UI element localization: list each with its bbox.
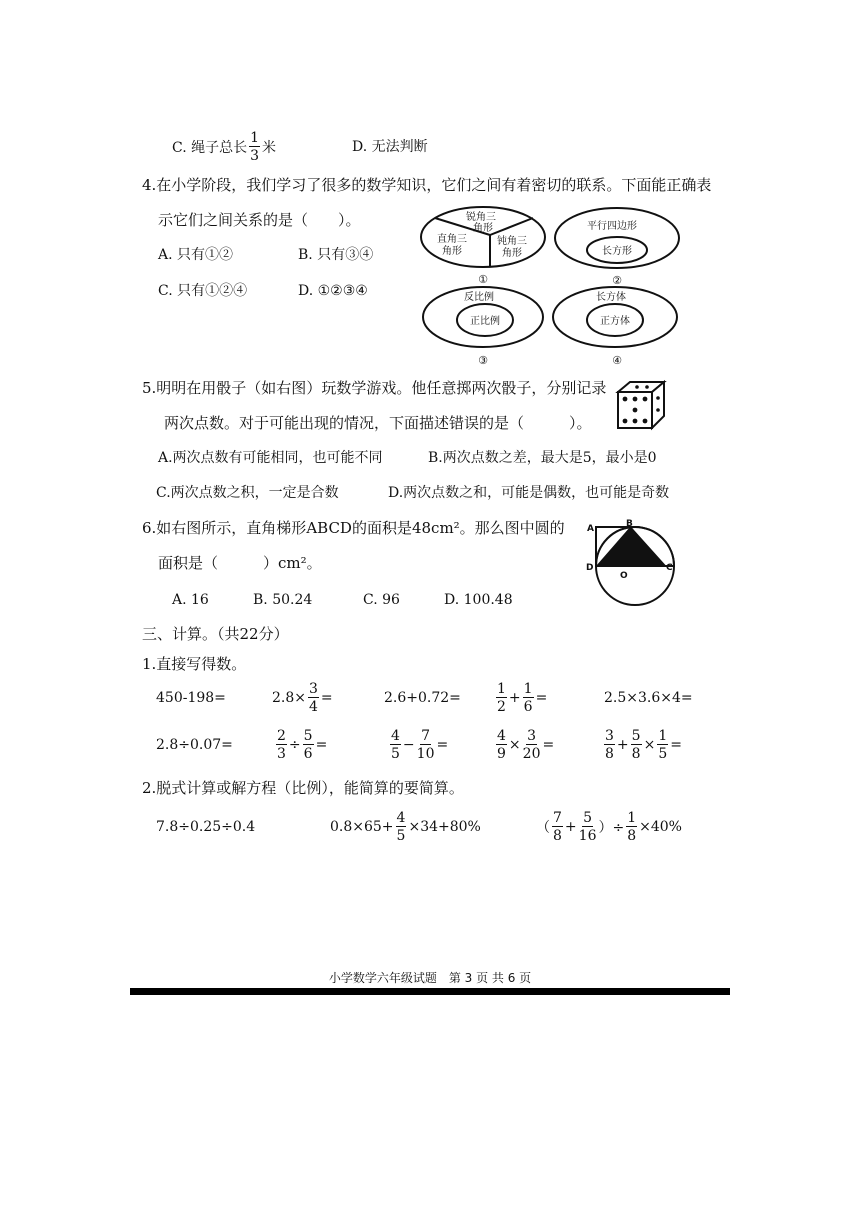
fraction: $\frac{3}{4}$ [309,681,318,715]
fraction: $\frac{1}{8}$ [627,810,637,844]
fraction: $\frac{1}{2}$ [497,681,506,715]
q4-option-d: D. ①②③④ [298,283,368,299]
calc-r1c1: 450-198= [156,690,226,706]
svg-text:④: ④ [612,354,622,367]
fraction: $\frac{2}{3}$ [277,728,286,762]
q3-option-c [172,131,276,163]
calc-r1c2: 2.8× $\frac{3}{4}$ = [272,681,333,715]
q5-stem-line1: 5.明明在用骰子（如右图）玩数学游戏。他任意掷两次骰子，分别记录 [142,379,607,397]
svg-text:②: ② [612,274,622,287]
q4-option-c: C. 只有①②④ [158,283,248,299]
fraction: $\frac{1}{3}$ [250,130,260,164]
q4-stem-line1: 4.在小学阶段，我们学习了很多的数学知识，它们之间有着密切的联系。下面能正确表 [142,176,712,194]
calc-r1c4: $\frac{1}{2}$ + $\frac{1}{6}$ = [497,681,548,715]
svg-text:直角三: 直角三 [437,234,467,245]
svg-text:O: O [620,571,628,581]
q5-option-c: C.两次点数之积，一定是合数 [156,485,339,501]
svg-text:角形: 角形 [473,223,493,234]
svg-text:D: D [586,563,594,573]
fraction: $\frac{5}{6}$ [303,728,313,762]
fraction: $\frac{4}{5}$ [391,728,400,762]
fraction: $\frac{4}{5}$ [396,810,406,844]
svg-text:角形: 角形 [442,246,462,257]
q6-option-c: C. 96 [363,592,400,608]
svg-text:正比例: 正比例 [470,316,500,327]
step-expr-2: 0.8×65+ $\frac{4}{5}$ ×34+80% [330,810,481,844]
svg-text:③: ③ [478,354,488,367]
calc-r2c3: $\frac{4}{5}$ − $\frac{7}{10}$ = [391,728,449,762]
q5-option-d: D.两次点数之和，可能是偶数，也可能是奇数 [388,485,670,501]
q6-option-a: A. 16 [172,592,209,608]
svg-text:角形: 角形 [502,248,522,259]
step-expr-3: （ $\frac{7}{8}$ + $\frac{5}{16}$ ）÷ $\frac{1}{8}$ ×40% [536,810,682,844]
q4-option-a: A. 只有①② [158,247,234,263]
fraction: $\frac{5}{8}$ [631,728,641,762]
q6-option-d: D. 100.48 [444,592,513,608]
q6-stem-line1: 6.如右图所示，直角梯形ABCD的面积是48cm²。那么图中圆的 [142,519,565,537]
q3-option-c-unit: 米 [262,140,277,156]
svg-text:平行四边形: 平行四边形 [587,221,637,232]
step-expr-1: 7.8÷0.25÷0.4 [156,819,256,835]
q4-relation-diagrams [415,200,685,370]
svg-text:钝角三: 钝角三 [497,236,527,247]
q5-option-a: A.两次点数有可能相同，也可能不同 [158,450,383,466]
svg-text:正方体: 正方体 [600,316,630,327]
svg-text:B: B [626,519,633,529]
section3-sub2: 2.脱式计算或解方程（比例），能简算的要简算。 [142,779,464,797]
q3-option-d: D. 无法判断 [352,139,428,155]
q3-option-c-text: C. 绳子总长 [172,140,248,156]
calc-r2c1: 2.8÷0.07= [156,737,233,753]
fraction: $\frac{1}{6}$ [523,681,533,715]
q6-option-b: B. 50.24 [253,592,313,608]
calc-r1c3: 2.6+0.72= [384,690,461,706]
footer-rule [130,988,730,995]
diagram-parallelogram [555,208,679,268]
calc-r2c2: $\frac{2}{3}$ ÷ $\frac{5}{6}$ = [277,728,328,762]
svg-text:A: A [587,524,594,534]
fraction: $\frac{7}{8}$ [553,810,562,844]
q6-stem-line2: 面积是（ ）cm²。 [158,554,322,572]
calc-r2c4: $\frac{4}{9}$ × $\frac{3}{20}$ = [497,728,555,762]
svg-text:长方形: 长方形 [602,246,632,257]
dice-icon [612,378,668,432]
page-footer: 小学数学六年级试题 第 3 页 共 6 页 [328,971,532,985]
fraction: $\frac{7}{10}$ [416,728,435,762]
fraction: $\frac{3}{20}$ [522,728,541,762]
calc-r1c5: 2.5×3.6×4= [604,690,693,706]
q4-stem-line2: 示它们之间关系的是（ ）。 [158,211,361,229]
trapezoid-circle-figure [584,518,684,606]
fraction: $\frac{5}{16}$ [578,810,597,844]
svg-text:长方体: 长方体 [596,292,626,303]
svg-text:C: C [666,563,673,573]
section3-sub1: 1.直接写得数。 [142,655,247,673]
svg-text:①: ① [478,273,488,286]
svg-text:锐角三: 锐角三 [466,212,496,223]
fraction: $\frac{3}{8}$ [605,728,614,762]
calc-r2c5: $\frac{3}{8}$ + $\frac{5}{8}$ × $\frac{1}{5}$ = [605,728,682,762]
q5-option-b: B.两次点数之差，最大是5，最小是0 [428,450,657,466]
q5-stem-line2: 两次点数。对于可能出现的情况，下面描述错误的是（ ）。 [164,414,592,432]
q4-option-b: B. 只有③④ [298,247,374,263]
fraction: $\frac{4}{9}$ [497,728,506,762]
fraction: $\frac{1}{5}$ [658,728,668,762]
svg-text:反比例: 反比例 [464,292,494,303]
section3-title: 三、计算。（共22分） [142,625,289,643]
